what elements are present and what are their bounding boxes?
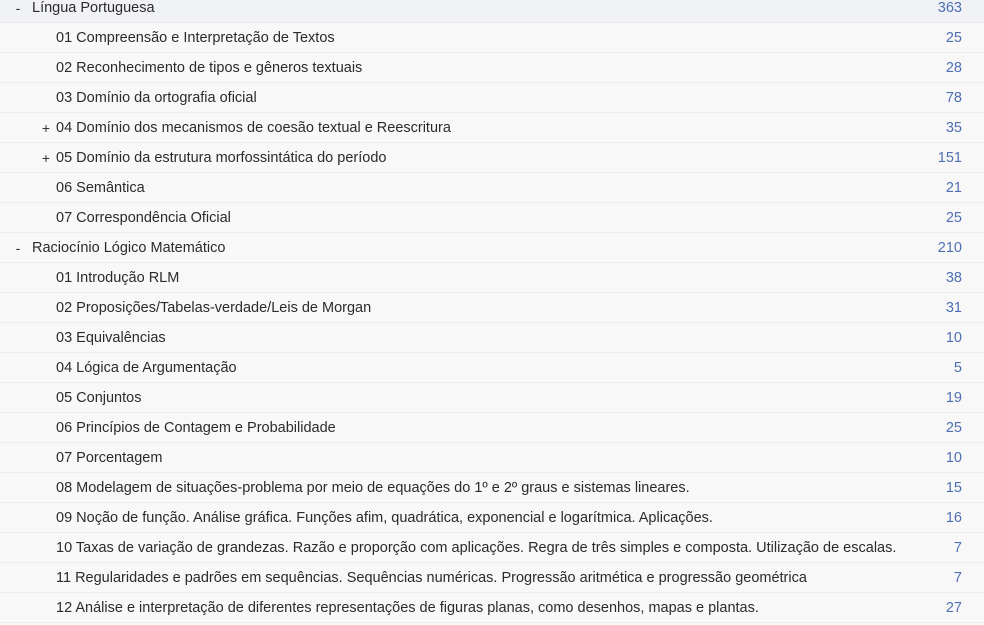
item-count[interactable]: 16 — [945, 510, 962, 526]
item-label[interactable]: 01 Introdução RLM — [56, 270, 180, 286]
item-count[interactable]: 15 — [945, 480, 962, 496]
item-count[interactable]: 25 — [945, 30, 962, 46]
tree-item[interactable] — [0, 413, 984, 443]
item-label[interactable]: 06 Semântica — [56, 180, 145, 196]
item-count[interactable]: 28 — [945, 60, 962, 76]
tree-item[interactable] — [0, 503, 984, 533]
item-label[interactable]: 02 Reconhecimento de tipos e gêneros textuais — [56, 60, 363, 76]
item-label[interactable]: 02 Proposições/Tabelas-verdade/Leis de Morgan — [56, 300, 372, 316]
group-row-lingua-portuguesa[interactable] — [0, 0, 984, 23]
item-count[interactable]: 7 — [953, 570, 962, 586]
item-label[interactable]: 09 Noção de função. Análise gráfica. Funções afim, quadrática, exponencial e logarítmica. Aplicações. — [56, 510, 713, 526]
item-label[interactable]: 04 Lógica de Argumentação — [56, 360, 237, 376]
item-label[interactable]: 07 Correspondência Oficial — [56, 210, 231, 226]
tree-item[interactable] — [0, 383, 984, 413]
group-count[interactable]: 363 — [937, 0, 962, 16]
tree-item[interactable] — [0, 173, 984, 203]
item-label[interactable]: 05 Domínio da estrutura morfossintática do período — [56, 150, 387, 166]
expand-toggle[interactable]: + — [41, 150, 51, 166]
item-count[interactable]: 78 — [945, 90, 962, 106]
item-label[interactable]: 04 Domínio dos mecanismos de coesão textual e Reescritura — [56, 120, 451, 136]
item-label[interactable]: 03 Equivalências — [56, 330, 166, 346]
item-label[interactable]: 05 Conjuntos — [56, 390, 142, 406]
item-count[interactable]: 7 — [953, 540, 962, 556]
tree-item[interactable] — [0, 533, 984, 563]
item-label[interactable]: 11 Regularidades e padrões em sequências. Sequências numéricas. Progressão aritmética e progressão geométrica — [56, 570, 807, 586]
item-label[interactable]: 12 Análise e interpretação de diferentes representações de figuras planas, como desenhos, mapas e plantas. — [56, 600, 759, 616]
item-count[interactable]: 10 — [945, 450, 962, 466]
tree-item[interactable] — [0, 353, 984, 383]
expand-toggle[interactable]: + — [41, 120, 51, 136]
collapse-toggle[interactable]: - — [15, 0, 21, 16]
tree-item[interactable] — [0, 203, 984, 233]
item-count[interactable]: 35 — [945, 120, 962, 136]
item-count[interactable]: 5 — [953, 360, 962, 376]
tree-item[interactable] — [0, 293, 984, 323]
tree-item[interactable] — [0, 143, 984, 173]
item-count[interactable]: 25 — [945, 210, 962, 226]
item-count[interactable]: 25 — [945, 420, 962, 436]
tree-item[interactable] — [0, 443, 984, 473]
tree-item[interactable] — [0, 323, 984, 353]
item-count[interactable]: 27 — [945, 600, 962, 616]
item-label[interactable]: 03 Domínio da ortografia oficial — [56, 90, 257, 106]
group-row-raciocinio-logico[interactable] — [0, 233, 984, 263]
tree-item[interactable] — [0, 23, 984, 53]
item-count[interactable]: 10 — [945, 330, 962, 346]
item-count[interactable]: 38 — [945, 270, 962, 286]
item-label[interactable]: 01 Compreensão e Interpretação de Textos — [56, 30, 335, 46]
item-label[interactable]: 08 Modelagem de situações-problema por meio de equações do 1º e 2º graus e sistemas lineares. — [56, 480, 690, 496]
tree-item[interactable] — [0, 263, 984, 293]
item-count[interactable]: 19 — [945, 390, 962, 406]
tree-item[interactable] — [0, 113, 984, 143]
tree-item[interactable] — [0, 83, 984, 113]
item-label[interactable]: 06 Princípios de Contagem e Probabilidade — [56, 420, 336, 436]
collapse-toggle[interactable]: - — [15, 240, 21, 256]
item-count[interactable]: 151 — [937, 150, 962, 166]
tree-item[interactable] — [0, 593, 984, 623]
item-label[interactable]: 10 Taxas de variação de grandezas. Razão e proporção com aplicações. Regra de três simples e composta. Utilização de escalas. — [56, 540, 897, 556]
group-count[interactable]: 210 — [937, 240, 962, 256]
group-label[interactable]: Língua Portuguesa — [32, 0, 155, 16]
group-label[interactable]: Raciocínio Lógico Matemático — [32, 240, 226, 256]
item-count[interactable]: 21 — [945, 180, 962, 196]
tree-item[interactable] — [0, 563, 984, 593]
tree-item[interactable] — [0, 53, 984, 83]
item-count[interactable]: 31 — [945, 300, 962, 316]
tree-item[interactable] — [0, 473, 984, 503]
item-label[interactable]: 07 Porcentagem — [56, 450, 163, 466]
